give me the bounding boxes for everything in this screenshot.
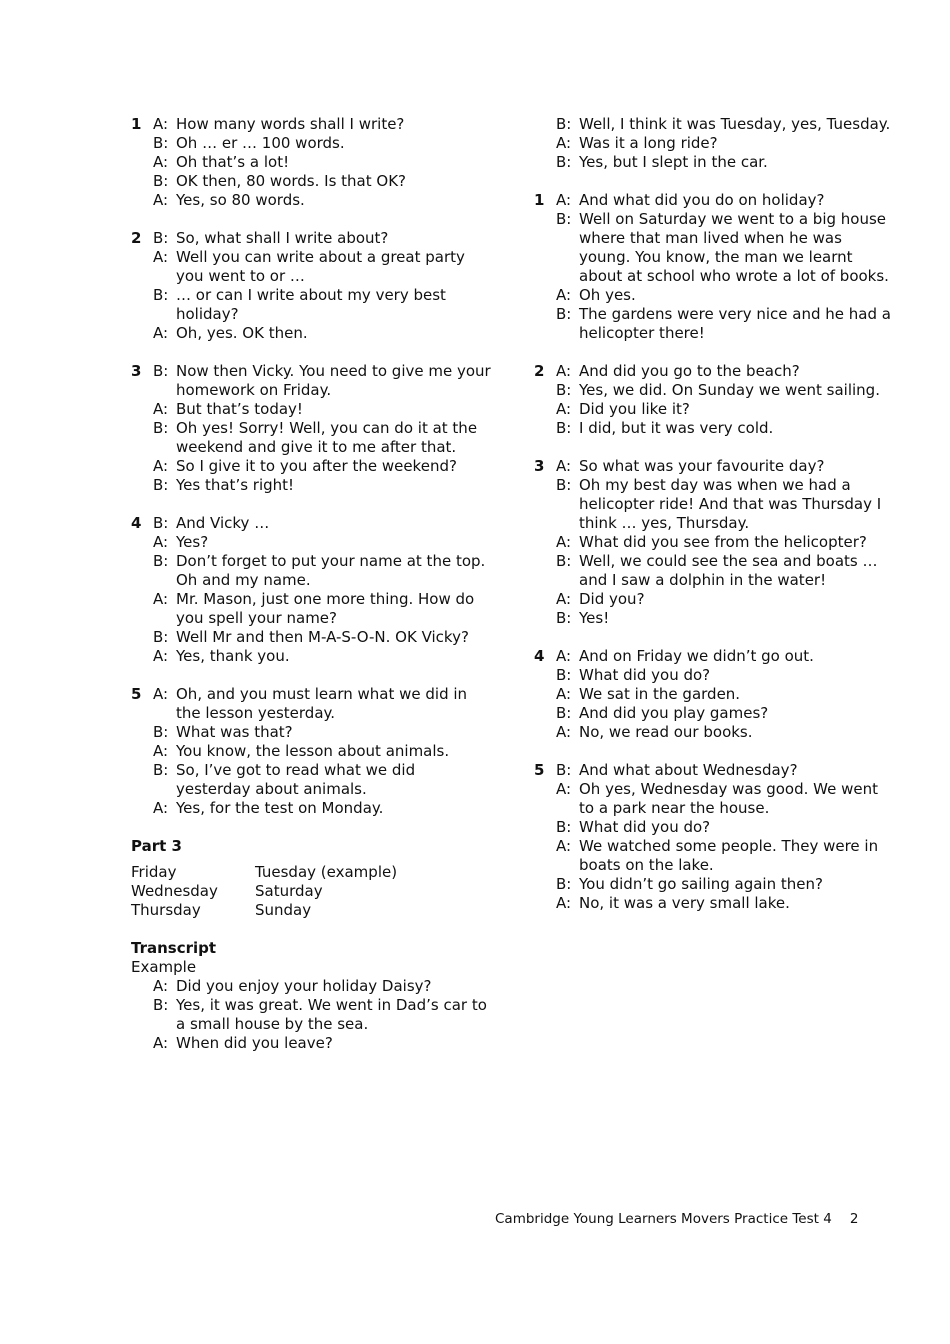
dialogue-line [534, 723, 894, 742]
speaker-label: A: [556, 780, 572, 798]
line-text: Yes, for the test on Monday. [176, 799, 384, 817]
speaker-label: B: [153, 134, 169, 152]
line-text: Did you? [579, 590, 645, 608]
dialogue-3 [534, 457, 894, 628]
speaker-label: A: [556, 685, 572, 703]
line-text: … or can I write about my very best holiday? [176, 286, 446, 323]
dialogue-line [131, 153, 491, 172]
left-column [131, 115, 491, 1053]
line-text: What did you do? [579, 818, 711, 836]
speaker-label: A: [556, 837, 572, 855]
answer-cell: Saturday [255, 882, 323, 900]
line-text: No, it was a very small lake. [579, 894, 790, 912]
dialogue-4 [534, 647, 894, 742]
speaker-label: A: [153, 647, 169, 665]
dialogue-line [131, 457, 491, 476]
dialogue-line [131, 400, 491, 419]
dialogue-line [534, 134, 894, 153]
dialogue-number: 1 [131, 115, 142, 133]
line-text: And Vicky … [176, 514, 270, 532]
left-dialogues [131, 115, 491, 818]
speaker-label: A: [556, 590, 572, 608]
line-text: Oh yes! Sorry! Well, you can do it at the weekend and give it to me after that. [176, 419, 478, 456]
line-text: Did you enjoy your holiday Daisy? [176, 977, 432, 995]
line-text: Yes, so 80 words. [176, 191, 305, 209]
speaker-label: B: [556, 609, 572, 627]
line-text: And what about Wednesday? [579, 761, 798, 779]
line-text: Oh that’s a lot! [176, 153, 290, 171]
speaker-label: B: [153, 286, 169, 304]
dialogue-line [131, 229, 491, 248]
dialogue-number: 5 [131, 685, 142, 703]
line-text: Well you can write about a great party you went to or … [176, 248, 465, 285]
speaker-label: B: [556, 153, 572, 171]
right-dialogues [534, 191, 894, 913]
line-text: So, what shall I write about? [176, 229, 389, 247]
speaker-label: A: [153, 590, 169, 608]
dialogue-line [534, 419, 894, 438]
speaker-label: A: [153, 324, 169, 342]
speaker-label: B: [153, 552, 169, 570]
dialogue-line [534, 115, 894, 134]
speaker-label: B: [153, 419, 169, 437]
line-text: Don’t forget to put your name at the top. Oh and my name. [176, 552, 486, 589]
speaker-label: A: [153, 685, 169, 703]
dialogue-line [534, 191, 894, 210]
dialogue-line [131, 419, 491, 457]
line-text: Yes that’s right! [176, 476, 295, 494]
line-text: Well, we could see the sea and boats … and I saw a dolphin in the water! [579, 552, 878, 589]
line-text: Yes! [579, 609, 610, 627]
dialogue-line [534, 685, 894, 704]
line-text: Yes, it was great. We went in Dad’s car to a small house by the sea. [176, 996, 487, 1033]
line-text: Did you like it? [579, 400, 690, 418]
line-text: Was it a long ride? [579, 134, 718, 152]
dialogue-line [131, 977, 491, 996]
dialogue-line [534, 590, 894, 609]
dialogue-line [131, 761, 491, 799]
dialogue-line [131, 324, 491, 343]
dialogue-line [534, 305, 894, 343]
dialogue-line [534, 153, 894, 172]
dialogue-number: 5 [534, 761, 545, 779]
dialogue-line [131, 172, 491, 191]
speaker-label: A: [153, 191, 169, 209]
dialogue-line [534, 476, 894, 533]
speaker-label: A: [153, 1034, 169, 1052]
line-text: Well on Saturday we went to a big house where that man lived when he was young. You know, the man we learnt about at school who wrote a lot of books. [579, 210, 889, 285]
line-text: And what did you do on holiday? [579, 191, 825, 209]
dialogue-line [131, 191, 491, 210]
speaker-label: B: [556, 761, 572, 779]
dialogue-number: 1 [534, 191, 545, 209]
line-text: And did you go to the beach? [579, 362, 800, 380]
line-text: Now then Vicky. You need to give me your homework on Friday. [176, 362, 491, 399]
speaker-label: A: [153, 742, 169, 760]
dialogue-4 [131, 514, 491, 666]
dialogue-line [131, 799, 491, 818]
speaker-label: B: [556, 305, 572, 323]
dialogue-line [131, 134, 491, 153]
dialogue-line [534, 210, 894, 286]
dialogue-number: 3 [534, 457, 545, 475]
speaker-label: A: [153, 400, 169, 418]
speaker-label: A: [556, 457, 572, 475]
speaker-label: B: [153, 514, 169, 532]
dialogue-line [534, 400, 894, 419]
speaker-label: B: [153, 761, 169, 779]
speaker-label: A: [556, 894, 572, 912]
speaker-label: B: [153, 996, 169, 1014]
dialogue-line [534, 894, 894, 913]
line-text: But that’s today! [176, 400, 303, 418]
dialogue-line [534, 647, 894, 666]
speaker-label: A: [556, 191, 572, 209]
dialogue-line [131, 533, 491, 552]
answer-cell: Friday [131, 863, 177, 881]
line-text: What did you do? [579, 666, 711, 684]
line-text: You didn’t go sailing again then? [579, 875, 823, 893]
line-text: So what was your favourite day? [579, 457, 825, 475]
line-text: Oh, yes. OK then. [176, 324, 308, 342]
line-text: The gardens were very nice and he had a helicopter there! [579, 305, 891, 342]
line-text: Oh, and you must learn what we did in the lesson yesterday. [176, 685, 468, 722]
dialogue-line [534, 818, 894, 837]
line-text: OK then, 80 words. Is that OK? [176, 172, 406, 190]
speaker-label: B: [153, 628, 169, 646]
dialogue-number: 4 [534, 647, 545, 665]
dialogue-1 [131, 115, 491, 210]
line-text: And did you play games? [579, 704, 769, 722]
line-text: Well Mr and then M-A-S-O-N. OK Vicky? [176, 628, 469, 646]
speaker-label: B: [556, 419, 572, 437]
line-text: Yes, thank you. [176, 647, 290, 665]
speaker-label: B: [153, 362, 169, 380]
speaker-label: A: [556, 400, 572, 418]
dialogue-line [131, 628, 491, 647]
page-number: 2 [849, 1211, 859, 1227]
dialogue-number: 2 [131, 229, 142, 247]
speaker-label: A: [153, 799, 169, 817]
right-column [534, 115, 894, 932]
line-text: What was that? [176, 723, 293, 741]
dialogue-line [131, 514, 491, 533]
dialogue-2 [131, 229, 491, 343]
dialogue-line [534, 552, 894, 590]
dialogue-line [534, 780, 894, 818]
line-text: So, I’ve got to read what we did yesterday about animals. [176, 761, 416, 798]
dialogue-line [534, 875, 894, 894]
speaker-label: A: [556, 647, 572, 665]
dialogue-line [131, 115, 491, 134]
speaker-label: A: [153, 533, 169, 551]
dialogue-line [534, 362, 894, 381]
speaker-label: B: [153, 476, 169, 494]
dialogue-line [534, 286, 894, 305]
speaker-label: B: [556, 115, 572, 133]
dialogue-line [131, 647, 491, 666]
speaker-label: A: [556, 134, 572, 152]
example-label: Example [131, 958, 197, 976]
speaker-label: B: [556, 476, 572, 494]
continued-dialogue [534, 115, 894, 172]
speaker-label: B: [153, 172, 169, 190]
line-text: You know, the lesson about animals. [176, 742, 450, 760]
dialogue-line [131, 996, 491, 1034]
dialogue-line [534, 609, 894, 628]
answer-cell: Thursday [131, 901, 201, 919]
dialogue-line [534, 761, 894, 780]
speaker-label: A: [556, 723, 572, 741]
answer-cell: Tuesday (example) [255, 863, 398, 881]
speaker-label: A: [153, 977, 169, 995]
dialogue-5 [131, 685, 491, 818]
speaker-label: B: [153, 723, 169, 741]
answer-cell: Wednesday [131, 882, 218, 900]
dialogue-line [131, 742, 491, 761]
dialogue-2 [534, 362, 894, 438]
line-text: I did, but it was very cold. [579, 419, 774, 437]
line-text: Oh my best day was when we had a helicopter ride! And that was Thursday I think … yes, Thursday. [579, 476, 882, 532]
line-text: Oh … er … 100 words. [176, 134, 345, 152]
speaker-label: A: [153, 115, 169, 133]
line-text: Well, I think it was Tuesday, yes, Tuesday. [579, 115, 891, 133]
transcript-example [131, 977, 491, 1053]
speaker-label: A: [556, 286, 572, 304]
dialogue-line [131, 590, 491, 628]
speaker-label: A: [153, 248, 169, 266]
dialogue-line [534, 533, 894, 552]
dialogue-line [534, 381, 894, 400]
dialogue-number: 4 [131, 514, 142, 532]
line-text: Yes, we did. On Sunday we went sailing. [579, 381, 880, 399]
speaker-label: B: [556, 210, 572, 228]
part3-answer-table [131, 863, 491, 920]
line-text: So I give it to you after the weekend? [176, 457, 457, 475]
part3-title: Part 3 [131, 837, 182, 855]
dialogue-line [534, 837, 894, 875]
dialogue-line [131, 552, 491, 590]
dialogue-line [131, 476, 491, 495]
line-text: We sat in the garden. [579, 685, 741, 703]
line-text: How many words shall I write? [176, 115, 405, 133]
speaker-label: B: [556, 875, 572, 893]
line-text: When did you leave? [176, 1034, 333, 1052]
line-text: What did you see from the helicopter? [579, 533, 867, 551]
speaker-label: B: [556, 818, 572, 836]
dialogue-3 [131, 362, 491, 495]
line-text: Mr. Mason, just one more thing. How do you spell your name? [176, 590, 475, 627]
dialogue-line [131, 723, 491, 742]
dialogue-line [534, 666, 894, 685]
speaker-label: B: [153, 229, 169, 247]
dialogue-line [131, 1034, 491, 1053]
dialogue-5 [534, 761, 894, 913]
speaker-label: B: [556, 552, 572, 570]
speaker-label: B: [556, 704, 572, 722]
speaker-label: A: [556, 533, 572, 551]
answer-cell: Sunday [255, 901, 312, 919]
dialogue-line [534, 457, 894, 476]
speaker-label: B: [556, 381, 572, 399]
dialogue-line [131, 248, 491, 286]
speaker-label: A: [153, 457, 169, 475]
footer-title: Cambridge Young Learners Movers Practice Test 4 [495, 1211, 832, 1227]
dialogue-line [131, 286, 491, 324]
dialogue-number: 3 [131, 362, 142, 380]
dialogue-number: 2 [534, 362, 545, 380]
line-text: Yes, but I slept in the car. [579, 153, 768, 171]
line-text: No, we read our books. [579, 723, 753, 741]
transcript-title: Transcript [131, 939, 217, 957]
dialogue-line [131, 362, 491, 400]
dialogue-line [534, 704, 894, 723]
line-text: Oh yes. [579, 286, 636, 304]
page-footer [495, 1210, 895, 1228]
speaker-label: A: [556, 362, 572, 380]
line-text: Oh yes, Wednesday was good. We went to a park near the house. [579, 780, 878, 817]
line-text: And on Friday we didn’t go out. [579, 647, 814, 665]
dialogue-line [131, 685, 491, 723]
speaker-label: B: [556, 666, 572, 684]
speaker-label: A: [153, 153, 169, 171]
line-text: Yes? [176, 533, 209, 551]
line-text: We watched some people. They were in boats on the lake. [579, 837, 879, 874]
dialogue-1 [534, 191, 894, 343]
